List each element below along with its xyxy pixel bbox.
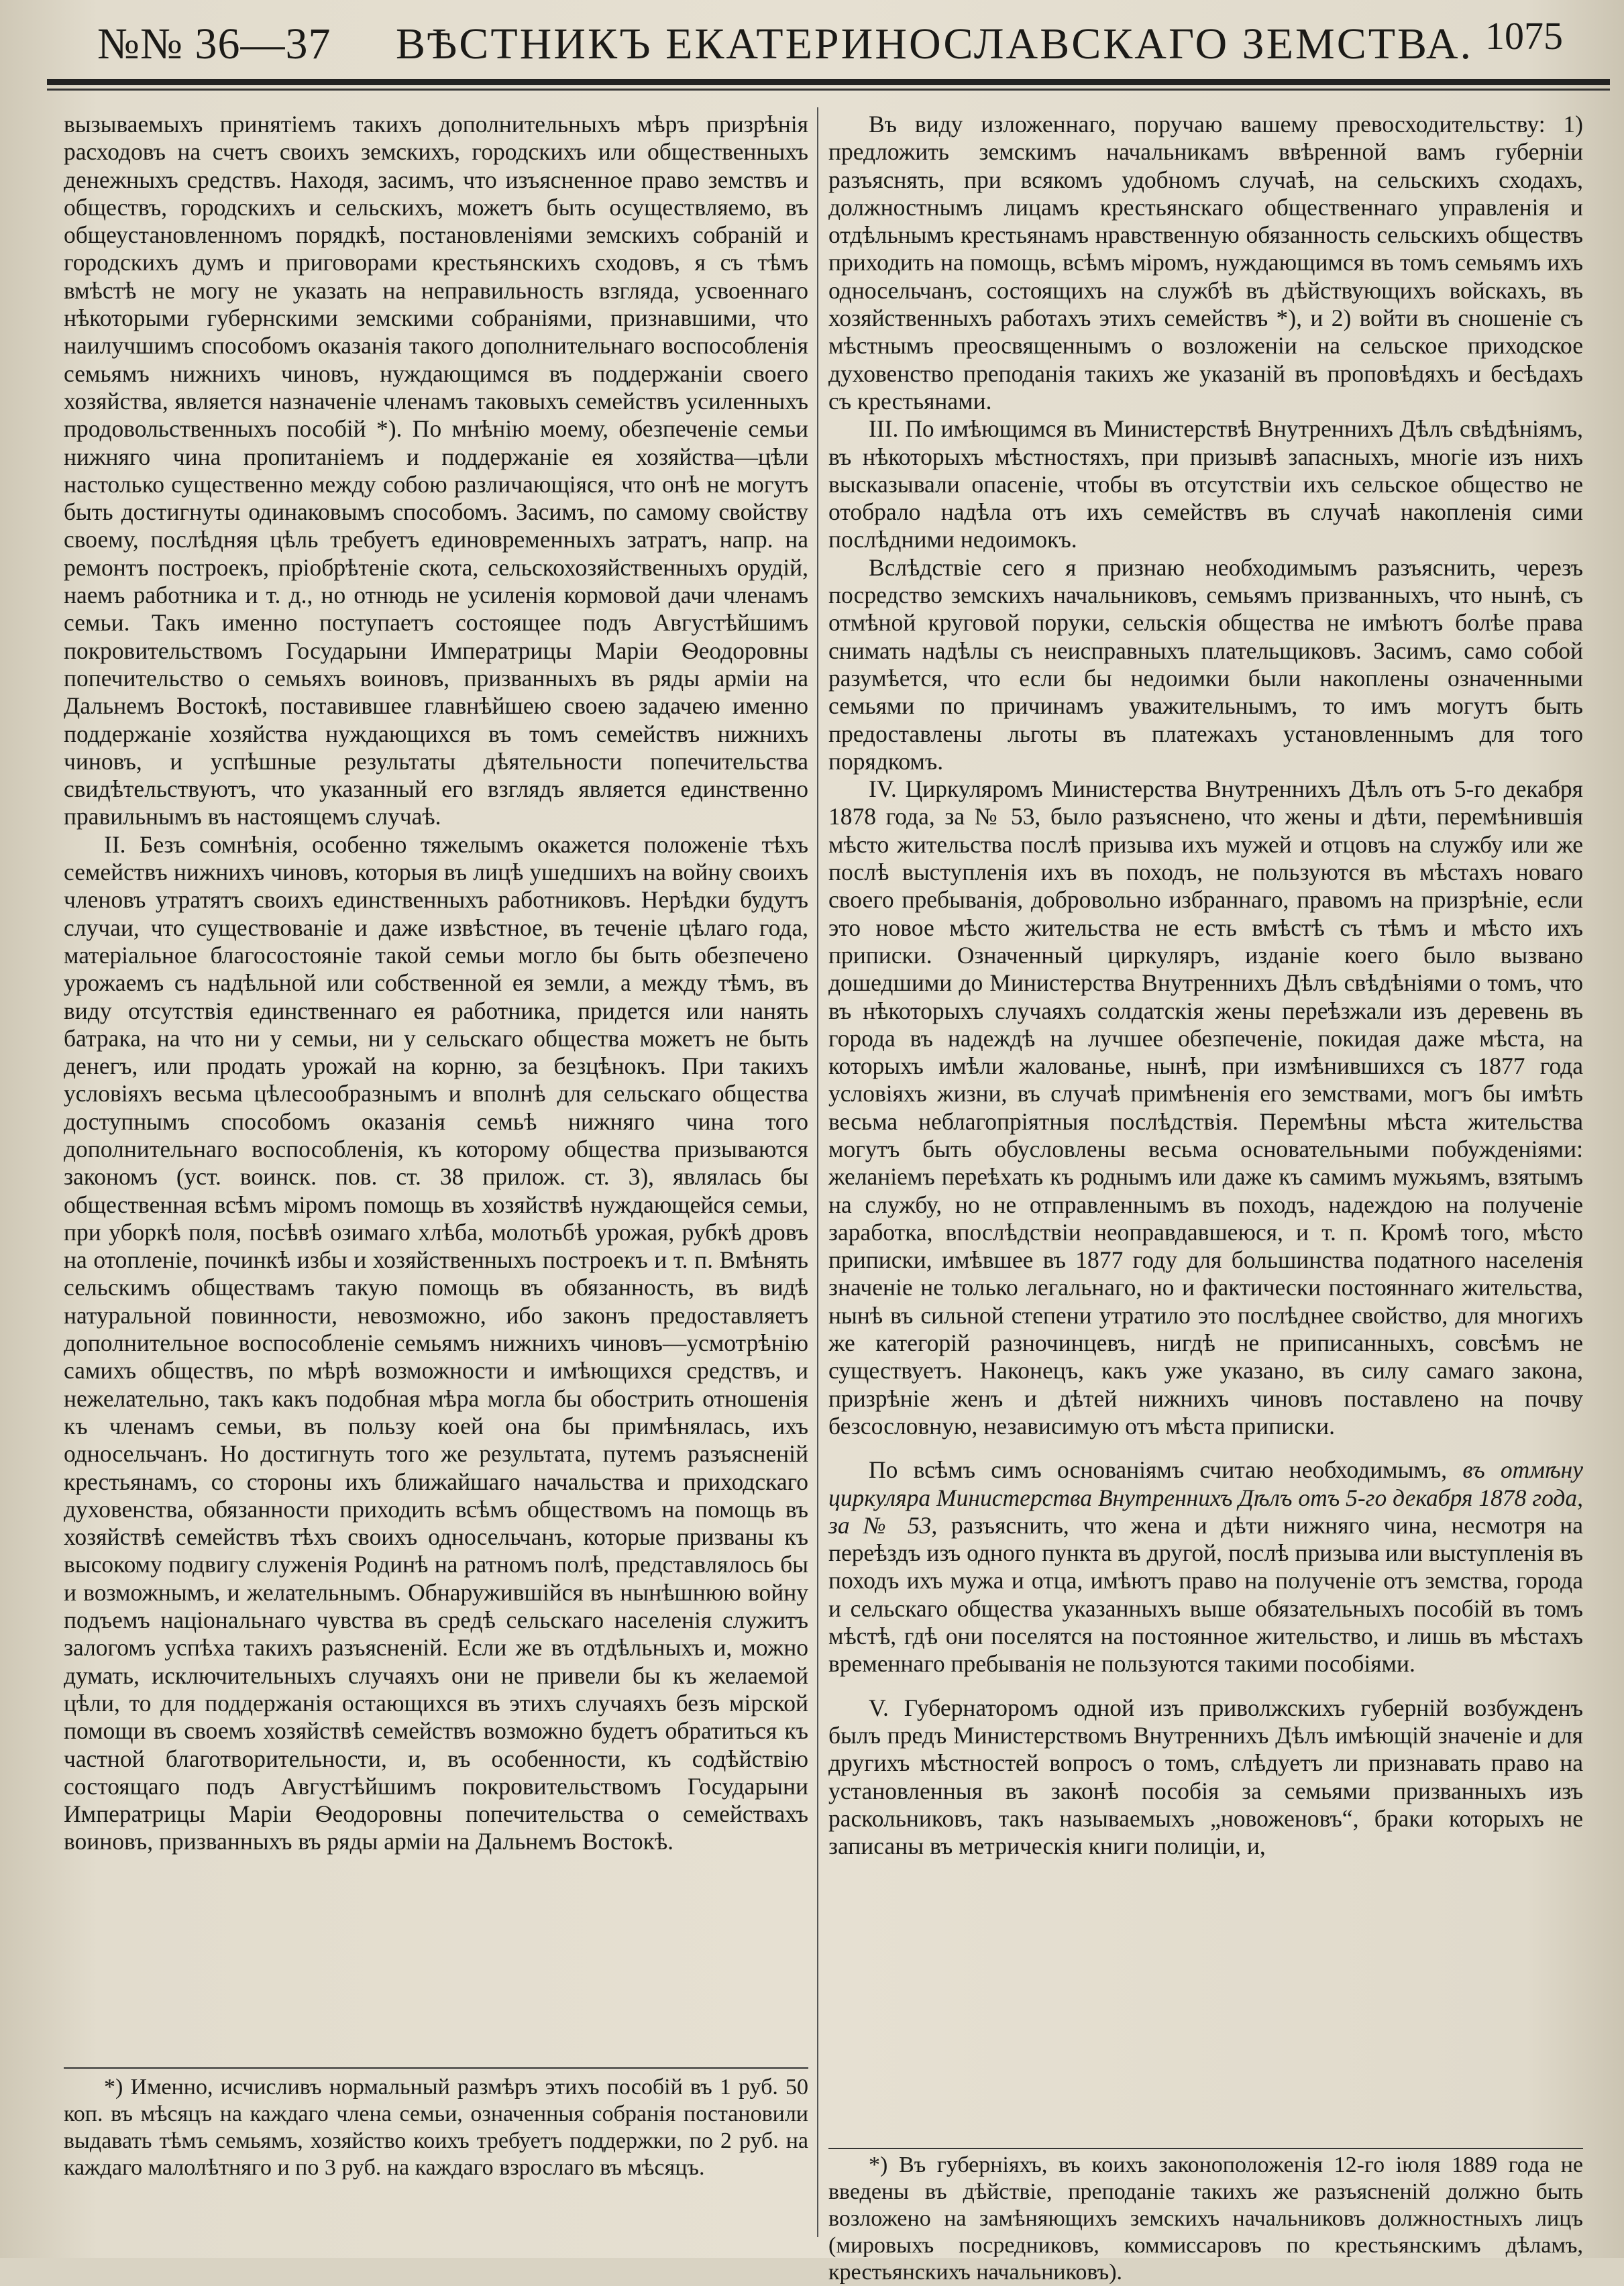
- left-footnote-text: *) Именно, исчисливъ нормальный размѣръ этихъ пособій въ 1 руб. 50 коп. въ мѣсяцъ на каждаго члена семьи, означенныя собранія постановили выдавать тѣмъ семьямъ, хозяйство коихъ требуетъ поддержки, по 2 руб. на каждаго малолѣтняго и по 3 руб. на каждаго взрослаго въ мѣсяцъ.: [64, 2075, 808, 2180]
- right-footnote-rule: [828, 2148, 1583, 2149]
- journal-title: ВѢСТНИКЪ ЕКАТЕРИНОСЛАВСКАГО ЗЕМСТВА.: [396, 19, 1474, 68]
- right-paragraph-4: IV. Циркуляромъ Министерства Внутреннихъ Дѣлъ отъ 5-го декабря 1878 года, за № 53, было разъяснено, что жены и дѣти, перемѣнившія мѣсто жительства послѣ призыва ихъ мужей и отцовъ на службу или же послѣ выступленія ихъ въ походъ, не пользуются въ мѣстахъ новаго своего пребыванія, добровольно избраннаго, правомъ на призрѣніе, если это новое мѣсто жительства не есть вмѣстѣ съ тѣмъ и мѣсто ихъ приписки. Означенный циркуляръ, изданіе коего было вызвано дошедшими до Министерства Внутреннихъ Дѣлъ свѣдѣніями о томъ, что въ нѣкоторыхъ случаяхъ солдатскія жены переѣзжали изъ деревень въ города въ надеждѣ на лучшее обезпеченіе, покидая даже мѣста, на которыхъ имѣли жалованье, нынѣ, при измѣнившихся съ 1877 года условіяхъ жизни, въ случаѣ примѣненія его земствами, могъ бы имѣть весьма неблагопріятныя послѣдствія. Перемѣны мѣста жительства могутъ быть обусловлены весьма основательными побужденіями: желаніемъ переѣхать къ роднымъ или даже къ самимъ мужьямъ, взятымъ на службу, но не отправленнымъ въ походъ, надеждою на полученіе заработка, впослѣдствіи неоправдавшеюся, и т. п. Кромѣ того, мѣсто приписки, имѣвшее въ 1877 году для большинства податного населенія значеніе не только легальнаго, но и фактически постояннаго жительства, нынѣ въ сильной степени утратило это послѣднее свойство, для многихъ же категорій разночинцевъ, нигдѣ не приписанныхъ, совсѣмъ не существуетъ. Наконецъ, какъ уже указано, въ силу самаго закона, призрѣніе женъ и дѣтей нижнихъ чиновъ поставлено на почву безсословную, независимую отъ мѣста приписки.: [828, 775, 1583, 1439]
- p5-italic: въ отмѣну циркуляра Министерства Внутреннихъ Дѣлъ отъ 5-го декабря 1878 года, за № 53,: [828, 1456, 1583, 1539]
- header-rule-thick: [47, 79, 1610, 85]
- page-number: 1075: [1485, 14, 1563, 58]
- left-footnote-rule: [64, 2067, 808, 2069]
- right-paragraph-1: Въ виду изложеннаго, поручаю вашему превосходительству: 1) предложить земскимъ начальникамъ ввѣренной вамъ губерніи разъяснять, при всякомъ удобномъ случаѣ, на сельскихъ сходахъ, должностнымъ лицамъ крестьянскаго общественнаго управленія и отдѣльнымъ крестьянамъ нравственную обязанность сельскихъ обществъ приходить на помощь, всѣмъ міромъ, нуждающимся въ томъ семьямъ ихъ односельчанъ, состоящихъ на службѣ въ дѣйствующихъ войскахъ, въ хозяйственныхъ работахъ этихъ семействъ *), и 2) войти въ сношеніе съ мѣстнымъ преосвященнымъ о возложеніи на сельское приходское духовенство преподанія такихъ же указаній въ проповѣдяхъ и бесѣдахъ съ крестьянами.: [828, 111, 1583, 415]
- right-paragraph-5: [828, 1456, 1583, 1678]
- header-rule-thin: [47, 89, 1610, 91]
- column-divider: [817, 107, 818, 2237]
- p5-start: По всѣмъ симъ основаніямъ считаю необходимымъ,: [869, 1456, 1448, 1484]
- right-footnote-text: *) Въ губерніяхъ, въ коихъ законоположенія 12-го іюля 1889 года не введены въ дѣйствіе, преподаніе такихъ же разъясненій должно быть возложено на замѣняющихъ земскихъ начальниковъ должностныхъ лицъ (мировыхъ посредниковъ, коммиссаровъ по крестьянскимъ дѣламъ, крестьянскихъ начальниковъ).: [828, 2153, 1583, 2285]
- p5-end: разъяснить, что жена и дѣти нижняго чина, несмотря на переѣздъ изъ одного пункта въ другой, послѣ призыва или выступленія въ походъ ихъ мужа и отца, имѣютъ право на полученіе отъ земства, города и сельскаго общества указанныхъ выше обязательныхъ пособій въ томъ мѣстѣ, гдѣ они поселятся на постоянное жительство, и лишь въ мѣстахъ временнаго пребыванія не пользуются такими пособіями.: [828, 1511, 1583, 1678]
- right-paragraph-6: V. Губернаторомъ одной изъ приволжскихъ губерній возбужденъ былъ предъ Министерствомъ Внутреннихъ Дѣлъ имѣющій значеніе и для другихъ мѣстностей вопросъ о томъ, слѣдуетъ ли признавать право на установленныя въ законѣ пособія за семьями призванныхъ изъ раскольниковъ, такъ называемыхъ „новоженовъ“, браки которыхъ не записаны въ метрическія книги полиціи, и,: [828, 1694, 1583, 1860]
- issue-number: №№ 36—37: [97, 19, 331, 68]
- right-paragraph-2: III. По имѣющимся въ Министерствѣ Внутреннихъ Дѣлъ свѣдѣніямъ, въ нѣкоторыхъ мѣстностяхъ, при призывѣ запасныхъ, многіе изъ нихъ высказывали опасеніе, чтобы въ отсутствіи ихъ сельское общество не отобрало надѣла отъ ихъ семействъ въ случаѣ накопленія сими послѣдними недоимокъ.: [828, 415, 1583, 553]
- left-column: [64, 111, 808, 1856]
- left-paragraph-1: вызываемыхъ принятіемъ такихъ дополнительныхъ мѣръ призрѣнія расходовъ на счетъ своихъ земскихъ, городскихъ или общественныхъ денежныхъ средствъ. Находя, засимъ, что изъясненное право земствъ и обществъ, городскихъ и сельскихъ, можетъ быть осуществляемо, въ общеустановленномъ порядкѣ, постановленіями земскихъ собраній и городскихъ думъ и приговорами крестьянскихъ сходовъ, я съ тѣмъ вмѣстѣ не могу не указать на неправильность взгляда, усвоеннаго нѣкоторыми губернскими земскими собраніями, признавшими, что наилучшимъ способомъ оказанія такого дополнительнаго воспособленія семьямъ нижнихъ чиновъ, нуждающимся въ поддержаніи своего хозяйства, является назначеніе членамъ таковыхъ семействъ усиленныхъ продовольственныхъ пособій *). По мнѣнію моему, обезпеченіе семьи нижняго чина пропитаніемъ и поддержаніе ея хозяйства—цѣли настолько существенно между собою различающіяся, что онѣ не могутъ быть достигнуты одинаковымъ способомъ. Засимъ, по самому свойству своему, послѣдняя цѣль требуетъ единовременныхъ затратъ, напр. на ремонтъ построекъ, пріобрѣтеніе скота, сельскохозяйственныхъ орудій, наемъ работника и т. д., но отнюдь не усиленія кормовой дачи членамъ семьи. Такъ именно поступаетъ состоящее подъ Августѣйшимъ покровительствомъ Государыни Императрицы Маріи Ѳеодоровны попечительство о семьяхъ воиновъ, призванныхъ въ ряды арміи на Дальнемъ Востокѣ, поставившее главнѣйшею своею задачею именно поддержаніе хозяйства нуждающихся въ томъ семействъ нижнихъ чиновъ, и успѣшные результаты дѣятельности попечительства свидѣтельствуютъ, что указанный его взглядъ является единственно правильнымъ въ настоящемъ случаѣ.: [64, 111, 808, 830]
- right-paragraph-3: Вслѣдствіе сего я признаю необходимымъ разъяснить, черезъ посредство земскихъ начальниковъ, семьямъ призванныхъ, что нынѣ, съ отмѣной круговой поруки, сельскія общества не имѣютъ болѣе права снимать надѣлы съ неисправныхъ плательщиковъ. Засимъ, само собой разумѣется, что если бы недоимки были накоплены означенными семьями по причинамъ уважительнымъ, то имъ могутъ быть предоставлены льготы въ платежахъ установленнымъ для того порядкомъ.: [828, 553, 1583, 775]
- right-footnote: [828, 2152, 1583, 2286]
- left-paragraph-2: II. Безъ сомнѣнія, особенно тяжелымъ окажется положеніе тѣхъ семействъ нижнихъ чиновъ, которыя въ лицѣ ушедшихъ на войну своихъ членовъ утратятъ своихъ единственныхъ работниковъ. Нерѣдки будутъ случаи, что существованіе и даже извѣстное, въ теченіе цѣлаго года, матеріальное благосостояніе такой семьи могло бы быть обезпечено урожаемъ съ надѣльной или собственной ея земли, а между тѣмъ, въ виду отсутствія единственнаго ея работника, придется или нанять батрака, на что ни у семьи, ни у сельскаго общества можетъ не быть денегъ, или продать урожай на корню, за безцѣнокъ. При такихъ условіяхъ весьма цѣлесообразнымъ и вполнѣ для сельскаго общества доступнымъ способомъ оказанія семьѣ нижняго чина того дополнительнаго воспособленія, къ которому общества призываются закономъ (уст. воинск. пов. ст. 38 прилож. ст. 3), являлась бы общественная всѣмъ міромъ помощь въ хозяйствѣ нуждающейся семьи, при уборкѣ поля, посѣвѣ озимаго хлѣба, молотьбѣ урожая, рубкѣ дровъ на отопленіе, починкѣ избы и хозяйственныхъ построекъ и т. п. Вмѣнять сельскимъ обществамъ такую помощь въ обязанность, въ видѣ натуральной повинности, невозможно, ибо законъ предоставляетъ дополнительное воспособленіе семьямъ нижнихъ чиновъ—усмотрѣнію самихъ обществъ, по мѣрѣ возможности и имѣющихся средствъ, и нежелательно, такъ какъ подобная мѣра могла бы обострить отношенія къ членамъ семьи, въ пользу коей она бы примѣнялась, ихъ односельчанъ. Но достигнуть того же результата, путемъ разъясненій крестьянамъ, со стороны ихъ ближайшаго начальства и приходскаго духовенства, обязанности приходить всѣмъ обществомъ на помощь въ хозяйствѣ семействъ тѣхъ своихъ односельчанъ, которые призваны къ высокому подвигу служенія Родинѣ на ратномъ полѣ, представлялось бы и возможнымъ, и желательнымъ. Обнаружившійся въ нынѣшнюю войну подъемъ національнаго чувства въ средѣ сельскаго населенія служитъ залогомъ успѣха такихъ разъясненій. Если же въ отдѣльныхъ и, можно думать, исключительныхъ случаяхъ они не привели бы къ желаемой цѣли, то для поддержанія остающихся въ этихъ случаяхъ безъ мірской помощи въ своемъ хозяйствѣ семействъ возможно будетъ обратиться къ частной благотворительности, и, въ особенности, къ содѣйствію состоящаго подъ Августѣйшимъ покровительствомъ Государыни Императрицы Маріи Ѳеодоровны попечительства о семействахъ воиновъ, призванныхъ въ ряды арміи на Дальнемъ Востокѣ.: [64, 830, 808, 1855]
- left-footnote: [64, 2074, 808, 2181]
- right-column: [828, 111, 1583, 1860]
